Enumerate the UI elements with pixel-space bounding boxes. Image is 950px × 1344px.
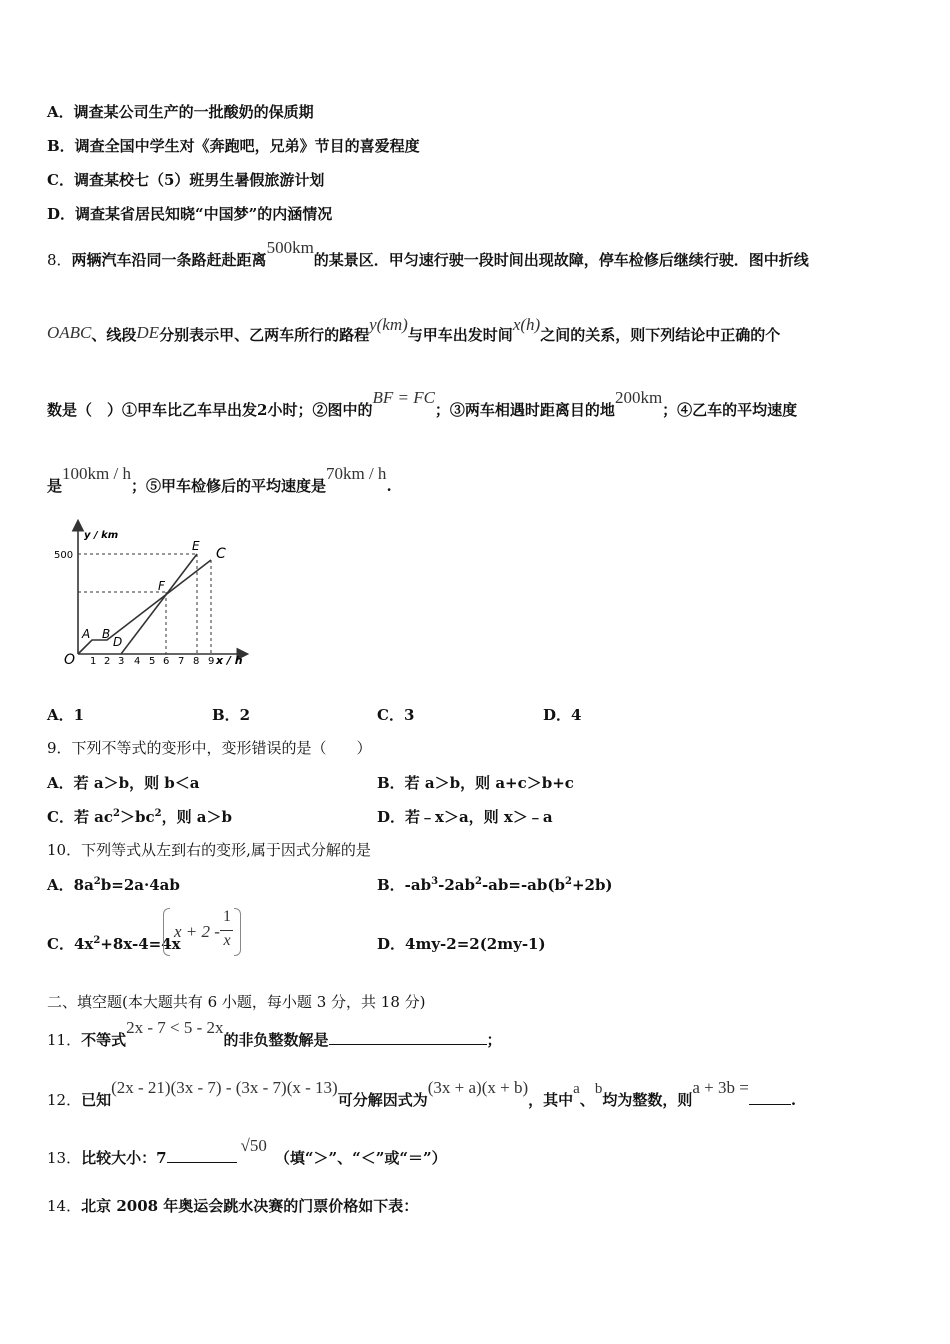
q10-b-text: +2b) [571,876,613,894]
q12-text: ，其中 [528,1091,574,1109]
graph-xlabel: x / h [216,654,243,667]
q8-text: 数是（ ）①甲车比乙车早出发2小时；②图中的 [47,401,373,419]
q8-line-1 [47,238,809,270]
q8-option-c: C．3 [377,706,415,724]
math-xh: x(h) [512,315,541,334]
math-bf-fc: BF = FC [372,388,435,407]
q8-number: 8． [47,251,72,269]
q8-text: 两辆汽车沿同一条路赶赴距离 [71,251,267,269]
q10-b-sup: 3 [431,876,439,887]
q11-text: ； [486,1031,502,1049]
q12-text: 可分解因式为 [337,1091,428,1109]
math-de: DE [136,323,160,342]
q11 [47,1018,502,1050]
q10-c-text: +8x-4=4x [100,935,181,953]
q9-c-text: ＞bc [119,808,155,826]
math-expression-1: (2x - 21)(3x - 7) - (3x - 7)(x - 13) [111,1078,338,1097]
frac-bar [220,930,233,931]
q10-a-text: A．8a [47,876,94,894]
xtick-2: 2 [104,656,111,667]
q10-option-a [47,874,180,895]
q8-option-d: D．4 [543,706,582,724]
q9-c-sup: 2 [154,808,162,819]
q10-b-sup: 2 [474,876,482,887]
frac-den: x [223,932,231,949]
q13-number: 13． [47,1149,82,1167]
q7-option-a: A．调查某公司生产的一批酸奶的保质期 [47,103,314,121]
q12 [47,1078,797,1111]
q10-b-text: -ab=-ab(b [481,876,565,894]
math-500km: 500km [266,238,314,257]
q14-text: 北京 2008 年奥运会跳水决赛的门票价格如下表： [81,1197,419,1215]
q13-answer-blank[interactable] [167,1162,237,1163]
q9-c-text: C．若 ac [47,808,114,826]
q9-c-text: ，则 a＞b [161,808,233,826]
point-b: B [102,627,111,641]
q10-option-c [47,933,181,954]
xtick-5: 5 [149,656,156,667]
math-100kmh: 100km / h [62,464,131,483]
q9-c-sup: 2 [113,808,120,819]
q10-c-paren-expr [163,908,241,956]
q10-c-text: C．4x [47,935,94,953]
math-ykm: y(km) [369,315,408,334]
q9-option-c [47,806,232,827]
q7-option-d: D．调查某省居民知晓“中国梦”的内涵情况 [47,205,333,223]
line-de [121,554,197,654]
xtick-6: 6 [163,656,170,667]
xtick-7: 7 [178,656,185,667]
q8-line-4 [47,464,392,496]
q13-text: （填“＞”、“＜”或“＝”） [274,1149,447,1167]
xtick-1: 1 [90,656,97,667]
section-2-title-text: 二、填空题(本大题共有 6 小题，每小题 3 分，共 18 分) [47,993,426,1011]
q7-option-c: C．调查某校七（5）班男生暑假旅游计划 [47,171,325,189]
math-200km: 200km [614,388,663,407]
q8-text: 与甲车出发时间 [407,326,513,344]
q8-text: 之间的关系，则下列结论中正确的个 [540,326,781,344]
q10-stem-text: 10．下列等式从左到右的变形,属于因式分解的是 [47,841,371,859]
q8-text: ；⑤甲车检修后的平均速度是 [130,477,326,495]
point-c: C [216,546,226,562]
q8-text: 是 [47,477,63,495]
math-inequality: 2x - 7 < 5 - 2x [126,1018,224,1037]
q12-text: 已知 [81,1091,112,1109]
q13 [47,1136,447,1168]
q9-option-a: A．若 a＞b，则 b＜a [47,774,200,792]
section-2-title [47,992,426,1012]
xtick-9: 9 [208,656,215,667]
q10-a-sup: 2 [93,876,101,887]
q10-c-sup: 2 [93,935,101,946]
distance-time-graph [50,518,260,668]
math-a: a [573,1081,580,1097]
math-expression-3: a + 3b = [692,1078,749,1097]
point-f: F [158,579,165,593]
q10-stem [47,840,371,860]
q12-text: . [790,1091,797,1109]
q8-text: 分别表示甲、乙两车所行的路程 [159,326,370,344]
q12-text: 均为整数，则 [602,1091,693,1109]
paren-text: x + 2 - [174,922,220,941]
graph-ylabel: y / km [84,530,119,541]
q14 [47,1196,418,1216]
q11-text: 不等式 [81,1031,127,1049]
point-d: D [113,635,123,649]
q8-text: ；③两车相遇时距离目的地 [434,401,615,419]
point-a: A [82,627,91,641]
q13-text: 比较大小：7 [81,1149,167,1167]
math-sqrt50: √50 [240,1136,267,1155]
q10-a-text: b=2a·4ab [100,876,180,894]
graph-y500: 500 [54,550,74,561]
math-expression-2: (3x + a)(x + b) [427,1078,529,1097]
q8-text: . [386,477,392,495]
right-paren [234,908,241,956]
q12-number: 12． [47,1091,82,1109]
math-70kmh: 70km / h [325,464,387,483]
q11-number: 11． [47,1031,82,1049]
q10-b-sup: 2 [564,876,572,887]
q8-text: 、线段 [91,326,137,344]
q8-option-b: B．2 [212,706,251,724]
point-e: E [192,539,200,553]
q10-b-text: B．-ab [377,876,432,894]
xtick-3: 3 [118,656,125,667]
graph-origin: O [64,652,76,668]
q8-text: 的某景区．甲匀速行驶一段时间出现故障，停车检修后继续行驶．图中折线 [313,251,809,269]
q9-stem-text: 9．下列不等式的变形中，变形错误的是（ ） [47,739,372,757]
xtick-4: 4 [134,656,141,667]
math-oabc: OABC [47,323,92,342]
q12-text: 、 [579,1091,595,1109]
left-paren [163,908,170,956]
q8-line-3 [47,388,798,420]
q8-text: ；④乙车的平均速度 [662,401,798,419]
q12-answer-blank[interactable] [749,1104,791,1105]
q10-option-b [377,874,613,895]
q8-option-a: A．1 [47,706,85,724]
q11-answer-blank[interactable] [329,1044,487,1045]
q10-option-d: D．4my-2=2(2my-1) [377,935,546,953]
q10-b-text: -2ab [438,876,475,894]
q7-option-b: B．调查全国中学生对《奔跑吧，兄弟》节目的喜爱程度 [47,137,420,155]
line-oabc [78,560,211,654]
q14-number: 14． [47,1197,82,1215]
frac-num: 1 [223,908,231,925]
math-b: b [594,1081,603,1097]
q11-text: 的非负整数解是 [223,1031,329,1049]
q9-option-d: D．若﹣x＞a，则 x＞﹣a [377,808,553,826]
q9-stem [47,738,372,758]
q8-line-2 [47,315,781,345]
q9-option-b: B．若 a＞b，则 a+c＞b+c [377,774,574,792]
xtick-8: 8 [193,656,200,667]
